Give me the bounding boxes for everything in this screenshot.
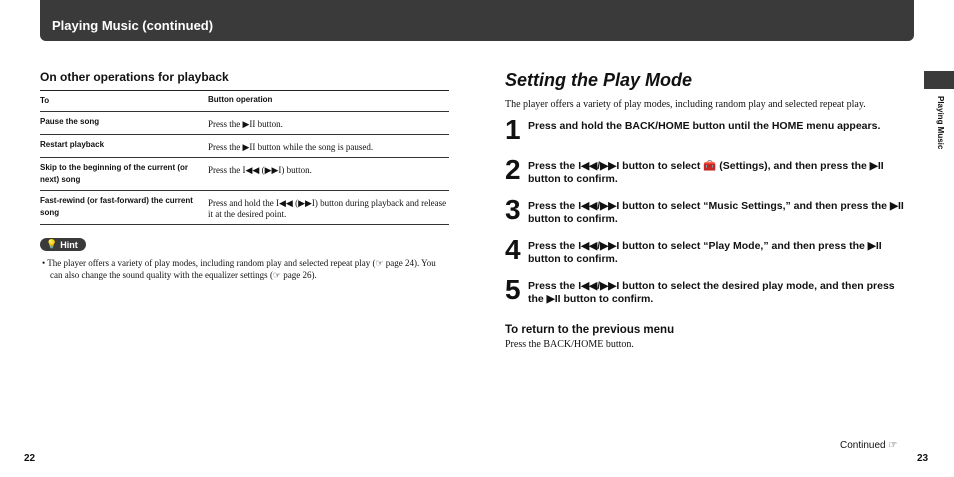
lightbulb-icon: 💡: [46, 239, 58, 249]
hint-label: Hint: [60, 239, 78, 250]
col-to-header: To: [40, 91, 208, 112]
step-5: [505, 274, 910, 310]
row-to: Fast-rewind (or fast-forward) the current song: [40, 191, 208, 225]
row-to: Restart playback: [40, 135, 208, 158]
operations-section-title: On other operations for playback: [40, 70, 229, 84]
page-title: Setting the Play Mode: [505, 70, 693, 90]
page-number-right: 23: [917, 453, 929, 464]
step-2: [505, 154, 910, 190]
return-text: Press the BACK/HOME button.: [505, 339, 634, 350]
return-title: To return to the previous menu: [505, 324, 675, 336]
step-text: Press and hold the BACK/HOME button until the HOME menu appears.: [528, 120, 881, 132]
side-tab: [924, 71, 954, 89]
table-header-row: [40, 91, 449, 112]
step-number: 2: [505, 154, 521, 185]
step-4: [505, 234, 910, 270]
row-op: Press the ▶II button.: [208, 112, 449, 135]
continued-note: Continued ☞: [840, 440, 898, 451]
col-op-header: Button operation: [208, 91, 449, 112]
row-to: Pause the song: [40, 112, 208, 135]
header-title: Playing Music (continued): [52, 18, 214, 33]
hint-text: • The player offers a variety of play modes, including random play and selected repeat play (☞ page 24). You can also change the sound quality with the equalizer settings (☞ page 26).: [42, 258, 436, 280]
step-text: Press the I◀◀/▶▶I button to select the desired play mode, and then press the ▶II button to confirm.: [528, 280, 895, 305]
table-row: [40, 158, 449, 191]
table-row: [40, 191, 449, 225]
step-1: [505, 114, 910, 150]
operations-table: [40, 90, 449, 225]
step-number: 5: [505, 274, 521, 305]
step-text: Press the I◀◀/▶▶I button to select “Play Mode,” and then press the ▶II button to confirm.: [528, 240, 882, 265]
hint-badge: [40, 238, 86, 251]
step-number: 3: [505, 194, 521, 225]
right-page: [505, 70, 910, 350]
table-row: [40, 112, 449, 135]
intro-text: The player offers a variety of play modes, including random play and selected repeat play.: [505, 99, 866, 110]
step-text: Press the I◀◀/▶▶I button to select 🧰 (Settings), and then press the ▶II button to confirm.: [528, 160, 884, 185]
header-bar: [40, 0, 914, 41]
row-op: Press the ▶II button while the song is paused.: [208, 135, 449, 158]
row-op: Press the I◀◀ (▶▶I) button.: [208, 158, 449, 191]
step-number: 4: [505, 234, 521, 265]
step-number: 1: [505, 114, 521, 145]
page-number-left: 22: [24, 453, 36, 464]
step-text: Press the I◀◀/▶▶I button to select “Music Settings,” and then press the ▶II button to confirm.: [528, 200, 904, 225]
table-row: [40, 135, 449, 158]
side-label: Playing Music: [936, 96, 945, 150]
row-to: Skip to the beginning of the current (or next) song: [40, 158, 208, 191]
step-3: [505, 194, 910, 230]
row-op: Press and hold the I◀◀ (▶▶I) button during playback and release it at the desired point.: [208, 191, 449, 225]
left-page: [40, 70, 449, 281]
